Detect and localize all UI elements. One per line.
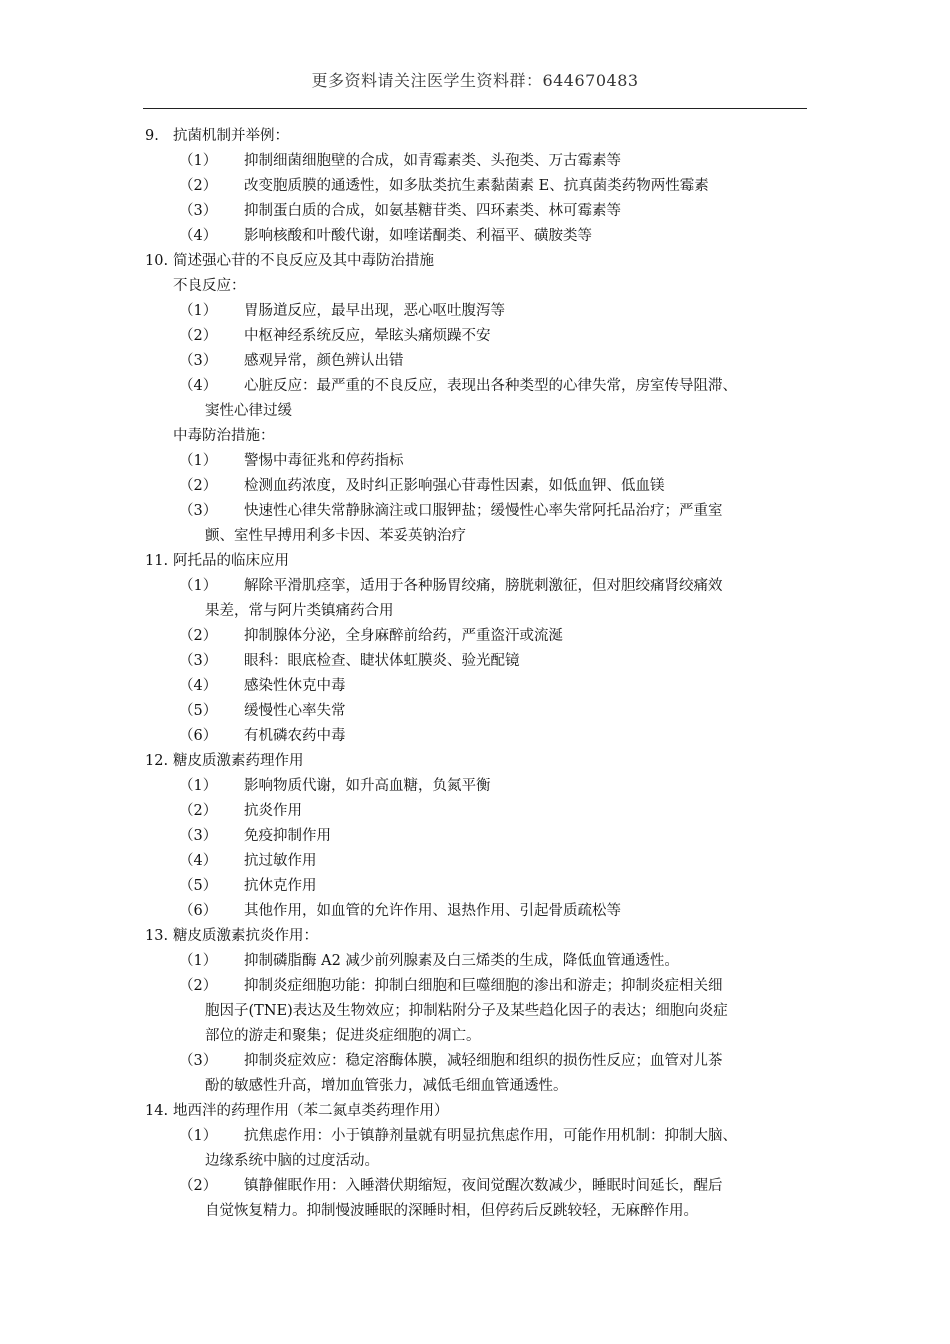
list-item: [145, 349, 825, 374]
item-marker: （1）: [179, 303, 218, 319]
list-item: [145, 574, 825, 599]
list-item: [145, 1124, 825, 1149]
subheading-text: 不良反应：: [173, 278, 246, 294]
item-marker: （4）: [179, 853, 218, 869]
item-text: 抑制炎症细胞功能：抑制白细胞和巨噬细胞的渗出和游走；抑制炎症相关细: [244, 978, 723, 994]
item-text: 抑制腺体分泌，全身麻醉前给药，严重盗汗或流涎: [244, 628, 563, 644]
header-divider: [143, 108, 807, 109]
list-item: [145, 724, 825, 749]
list-item: [145, 1049, 825, 1074]
item-marker: （1）: [179, 953, 218, 969]
question-number: 13.: [145, 928, 169, 944]
item-marker: （6）: [179, 903, 218, 919]
question-number: 14.: [145, 1103, 169, 1119]
item-text: 改变胞质膜的通透性，如多肽类抗生素黏菌素 E、抗真菌类药物两性霉素: [244, 178, 709, 194]
item-marker: （3）: [179, 203, 218, 219]
item-text: 快速性心律失常静脉滴注或口服钾盐；缓慢性心率失常阿托品治疗；严重室: [244, 503, 723, 519]
item-text: 检测血药浓度，及时纠正影响强心苷毒性因素，如低血钾、低血镁: [244, 478, 665, 494]
list-item: [145, 199, 825, 224]
item-text: 果差，常与阿片类镇痛药合用: [205, 603, 394, 619]
question-heading: [145, 1099, 825, 1124]
item-marker: （1）: [179, 453, 218, 469]
item-marker: （2）: [179, 803, 218, 819]
item-text: 心脏反应：最严重的不良反应，表现出各种类型的心律失常，房室传导阻滞、: [244, 378, 737, 394]
item-marker: （2）: [179, 978, 218, 994]
list-item: [145, 649, 825, 674]
document-body: [145, 124, 825, 1224]
item-text: 抗休克作用: [244, 878, 317, 894]
item-text: 胃肠道反应，最早出现，恶心呕吐腹泻等: [244, 303, 505, 319]
item-text: 抗炎作用: [244, 803, 302, 819]
item-text: 镇静催眠作用：入睡潜伏期缩短，夜间觉醒次数减少，睡眠时间延长，醒后: [244, 1178, 723, 1194]
item-text: 解除平滑肌痉挛，适用于各种肠胃绞痛，膀胱刺激征，但对胆绞痛肾绞痛效: [244, 578, 723, 594]
item-text: 部位的游走和聚集；促进炎症细胞的凋亡。: [205, 1028, 481, 1044]
list-item: [145, 149, 825, 174]
question-title: 抗菌机制并举例：: [173, 128, 289, 144]
item-text: 窦性心律过缓: [205, 403, 292, 419]
item-text: 自觉恢复精力。抑制慢波睡眠的深睡时相，但停药后反跳较轻，无麻醉作用。: [205, 1203, 698, 1219]
list-item: [145, 624, 825, 649]
item-text: 中枢神经系统反应，晕眩头痛烦躁不安: [244, 328, 491, 344]
question-title: 糖皮质激素抗炎作用：: [173, 928, 318, 944]
item-text: 边缘系统中脑的过度活动。: [205, 1153, 379, 1169]
item-marker: （3）: [179, 503, 218, 519]
item-text: 胞因子(TNE)表达及生物效应；抑制粘附分子及某些趋化因子的表达；细胞向炎症: [205, 1003, 728, 1019]
item-marker: （1）: [179, 778, 218, 794]
list-item: [145, 474, 825, 499]
list-item: [145, 799, 825, 824]
item-text: 感观异常，颜色辨认出错: [244, 353, 404, 369]
subheading: [145, 424, 825, 449]
list-item: [145, 974, 825, 999]
item-text: 酚的敏感性升高，增加血管张力，减低毛细血管通透性。: [205, 1078, 568, 1094]
item-text: 抑制细菌细胞壁的合成，如青霉素类、头孢类、万古霉素等: [244, 153, 621, 169]
question-number: 12.: [145, 753, 169, 769]
item-marker: （6）: [179, 728, 218, 744]
list-item: [145, 674, 825, 699]
item-marker: （5）: [179, 878, 218, 894]
list-item-continuation: [145, 999, 825, 1024]
question-title: 地西泮的药理作用（苯二氮卓类药理作用）: [173, 1103, 449, 1119]
item-marker: （2）: [179, 478, 218, 494]
list-item-continuation: [145, 1074, 825, 1099]
item-text: 颤、室性早搏用利多卡因、苯妥英钠治疗: [205, 528, 466, 544]
page-header: 更多资料请关注医学生资料群：644670483: [311, 71, 639, 90]
question-title: 阿托品的临床应用: [173, 553, 289, 569]
list-item: [145, 174, 825, 199]
item-text: 抑制炎症效应：稳定溶酶体膜，减轻细胞和组织的损伤性反应；血管对儿茶: [244, 1053, 723, 1069]
item-marker: （1）: [179, 1128, 218, 1144]
list-item: [145, 1174, 825, 1199]
list-item: [145, 374, 825, 399]
item-text: 有机磷农药中毒: [244, 728, 346, 744]
item-text: 抑制磷脂酶 A2 减少前列腺素及白三烯类的生成，降低血管通透性。: [244, 953, 679, 969]
list-item: [145, 874, 825, 899]
item-text: 抑制蛋白质的合成，如氨基糖苷类、四环素类、林可霉素等: [244, 203, 621, 219]
item-marker: （3）: [179, 828, 218, 844]
item-marker: （5）: [179, 703, 218, 719]
item-marker: （1）: [179, 578, 218, 594]
question-title: 简述强心苷的不良反应及其中毒防治措施: [173, 253, 434, 269]
list-item: [145, 774, 825, 799]
item-marker: （2）: [179, 1178, 218, 1194]
item-text: 缓慢性心率失常: [244, 703, 346, 719]
item-marker: （2）: [179, 628, 218, 644]
list-item: [145, 899, 825, 924]
item-marker: （2）: [179, 328, 218, 344]
list-item: [145, 224, 825, 249]
question-heading: [145, 749, 825, 774]
question-number: 11.: [145, 553, 169, 569]
question-heading: [145, 924, 825, 949]
list-item: [145, 824, 825, 849]
item-marker: （3）: [179, 1053, 218, 1069]
item-marker: （1）: [179, 153, 218, 169]
item-marker: （3）: [179, 653, 218, 669]
item-text: 抗过敏作用: [244, 853, 317, 869]
item-marker: （2）: [179, 178, 218, 194]
item-text: 其他作用，如血管的允许作用、退热作用、引起骨质疏松等: [244, 903, 621, 919]
list-item-continuation: [145, 1149, 825, 1174]
item-marker: （4）: [179, 678, 218, 694]
list-item-continuation: [145, 599, 825, 624]
list-item: [145, 449, 825, 474]
item-text: 影响核酸和叶酸代谢，如喹诺酮类、利福平、磺胺类等: [244, 228, 592, 244]
question-heading: [145, 549, 825, 574]
item-text: 影响物质代谢，如升高血糖，负氮平衡: [244, 778, 491, 794]
item-text: 警惕中毒征兆和停药指标: [244, 453, 404, 469]
item-text: 感染性休克中毒: [244, 678, 346, 694]
list-item: [145, 324, 825, 349]
item-marker: （3）: [179, 353, 218, 369]
item-text: 免疫抑制作用: [244, 828, 331, 844]
list-item: [145, 499, 825, 524]
list-item: [145, 299, 825, 324]
list-item: [145, 849, 825, 874]
item-text: 抗焦虑作用：小于镇静剂量就有明显抗焦虑作用，可能作用机制：抑制大脑、: [244, 1128, 737, 1144]
list-item: [145, 699, 825, 724]
subheading-text: 中毒防治措施：: [173, 428, 275, 444]
list-item-continuation: [145, 1199, 825, 1224]
list-item-continuation: [145, 1024, 825, 1049]
question-title: 糖皮质激素药理作用: [173, 753, 304, 769]
item-marker: （4）: [179, 228, 218, 244]
question-heading: [145, 124, 825, 149]
list-item-continuation: [145, 399, 825, 424]
list-item-continuation: [145, 524, 825, 549]
item-marker: （4）: [179, 378, 218, 394]
question-number: 10.: [145, 253, 169, 269]
list-item: [145, 949, 825, 974]
item-text: 眼科：眼底检查、睫状体虹膜炎、验光配镜: [244, 653, 520, 669]
subheading: [145, 274, 825, 299]
question-number: 9.: [145, 128, 159, 144]
question-heading: [145, 249, 825, 274]
